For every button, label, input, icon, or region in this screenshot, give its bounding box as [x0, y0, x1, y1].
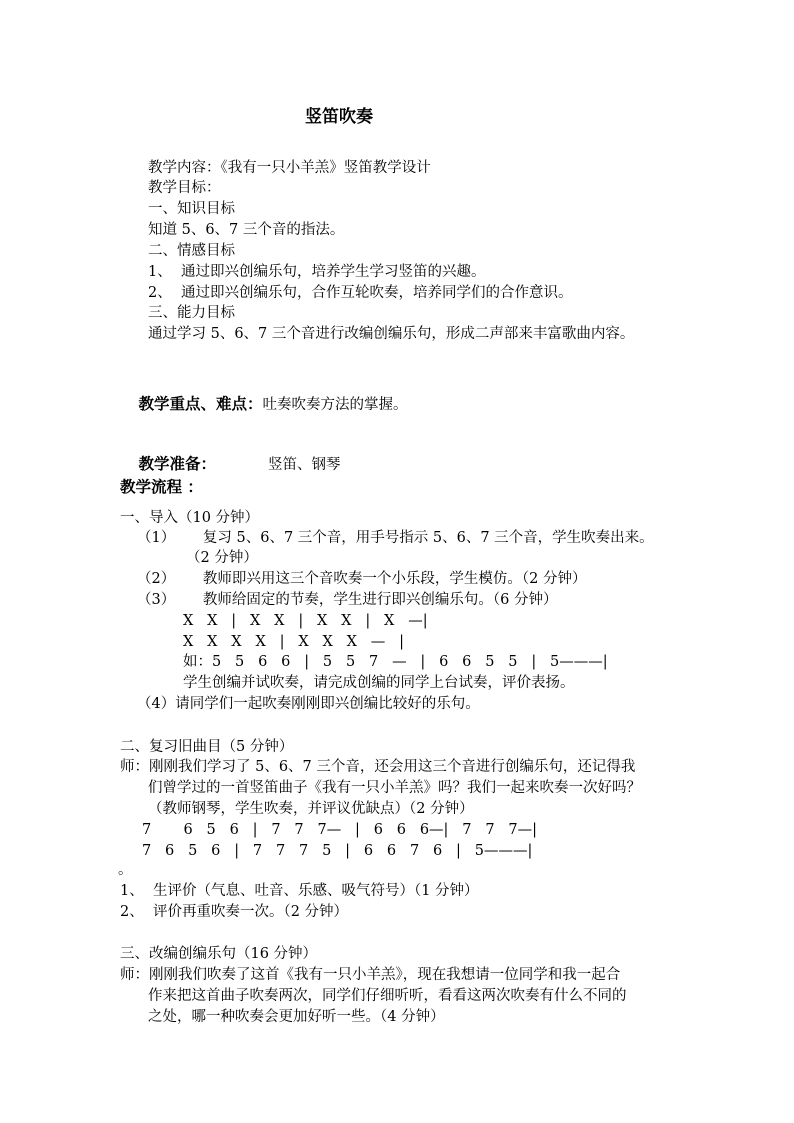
section3-title: 三、改编创编乐句（16 分钟） — [120, 946, 318, 962]
section3-para-1: 师：刚刚我们吹奏了这首《我有一只小羊羔》，现在我想请一位同学和我一起合 — [120, 967, 621, 983]
page-title: 竖笛吹奏 — [305, 107, 373, 127]
section1-after: 学生创编并试吹奏，请完成创编的同学上台试奏，评价表扬。 — [183, 675, 575, 691]
section1-item2: （2） 教师即兴用这三个音吹奏一个小乐段，学生模仿。（2 分钟） — [137, 571, 587, 587]
preparation-text: 竖笛、钢琴 — [267, 457, 341, 473]
goal3-title: 三、能力目标 — [148, 305, 235, 321]
goal3-text: 通过学习 5、6、7 三个音进行改编创编乐句，形成二声部来丰富歌曲内容。 — [148, 326, 635, 342]
section3-para-3: 之处，哪一种吹奏会更加好听一些。（4 分钟） — [148, 1009, 445, 1025]
key-points-label: 教学重点、难点： — [138, 394, 263, 413]
key-points-line — [120, 374, 407, 435]
goal2-item2: 2、 通过即兴创编乐句，合作互轮吹奏，培养同学们的合作意识。 — [148, 285, 573, 301]
section1-item1: （1） 复习 5、6、7 三个音，用手号指示 5、6、7 三个音，学生吹奏出来。 — [137, 530, 654, 546]
section3-para-2: 作来把这首曲子吹奏两次，同学们仔细听听，看看这两次吹奏有什么不同的 — [148, 988, 627, 1004]
goal2-title: 二、情感目标 — [148, 243, 235, 259]
section1-title: 一、导入（10 分钟） — [120, 510, 260, 526]
section2-item1: 1、 生评价（气息、吐音、乐感、吸气符号）（1 分钟） — [120, 883, 479, 899]
goal2-item1: 1、 通过即兴创编乐句，培养学生学习竖笛的兴趣。 — [148, 264, 486, 280]
content-line: 教学内容：《我有一只小羊羔》竖笛教学设计 — [148, 160, 431, 176]
flow-label: 教学流程 ： — [120, 477, 203, 496]
rhythm-line-1: X X | X X | X X | X —| — [183, 613, 428, 629]
section2-item2: 2、 评价再重吹奏一次。（2 分钟） — [120, 904, 349, 920]
rhythm-line-3: 如：5 5 6 6 | 5 5 7 — | 6 6 5 5 | 5———| — [183, 654, 608, 670]
stray-dot: 。 — [118, 862, 133, 878]
section2-para-2: 们曾学过的一首竖笛曲子《我有一只小羊羔》吗？我们一起来吹奏一次好吗？ — [148, 780, 641, 796]
score-line-2: 7 6 5 6 | 7 7 7 5 | 6 6 7 6 | 5———| — [142, 843, 533, 859]
section1-item1-time: （2 分钟） — [186, 550, 258, 566]
score-line-1: 7 6 5 6 | 7 7 7— | 6 6 6—| 7 7 7—| — [142, 822, 537, 838]
goal1-title: 一、知识目标 — [148, 201, 235, 217]
section2-para-3: （教师钢琴，学生吹奏，并评议优缺点）（2 分钟） — [148, 801, 474, 817]
section1-item4: （4）请同学们一起吹奏刚刚即兴创编比较好的乐句。 — [137, 696, 480, 712]
section2-para-1: 师：刚刚我们学习了 5、6、7 三个音，还会用这三个音进行创编乐句，还记得我 — [120, 759, 636, 775]
section1-item3: （3） 教师给固定的节奏，学生进行即兴创编乐句。（6 分钟） — [137, 592, 558, 608]
section2-title: 二、复习旧曲目（5 分钟） — [120, 739, 294, 755]
preparation-label: 教学准备： — [138, 454, 216, 473]
goals-label: 教学目标： — [148, 180, 221, 196]
key-points-text: 吐奏吹奏方法的掌握。 — [262, 397, 408, 413]
goal1-text: 知道 5、6、7 三个音的指法。 — [148, 222, 345, 238]
rhythm-line-2: X X X X | X X X — | — [183, 634, 404, 650]
